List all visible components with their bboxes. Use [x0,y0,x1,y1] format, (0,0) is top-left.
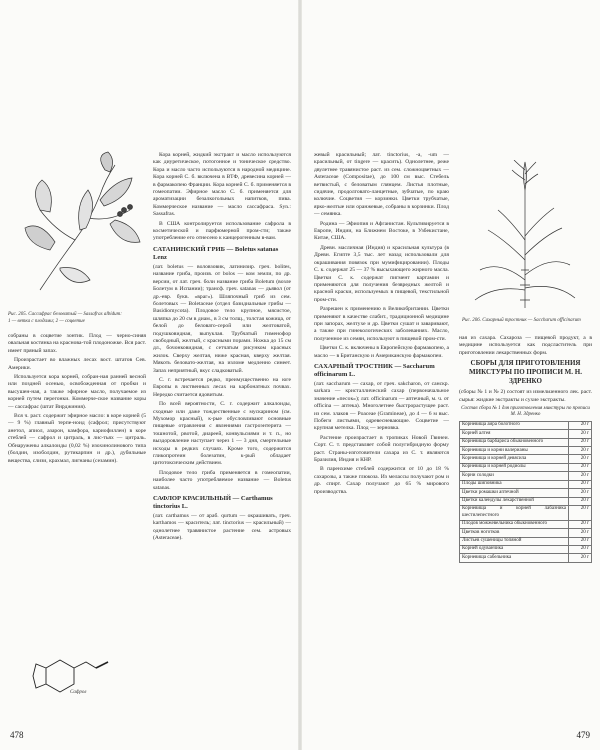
table-row [460,537,592,545]
table-row [460,438,592,446]
table-cell-amount: 20 г [569,505,592,520]
table-row [460,480,592,488]
table-cell-name: Корней одуванчика [460,545,569,553]
table-row [460,529,592,537]
safrole-caption: Сафрол [70,690,87,695]
paragraph: Плодовое тело гриба применяется в гомеопатии, наиболее часто употребляемое название — Boletus satanas. [153,469,291,491]
table-row [460,421,592,429]
table-cell-amount: 20 г [569,430,592,438]
table-cell-amount: 20 г [569,554,592,562]
paragraph: Кора корней, жидкий экстракт и масло используются как диуретическое, потогонное и тоническое средство. Кора и масло часто используются в народной медицине. Кора корней С. б. включена в ВТФ, древесина корней — в фармакопею Франции. Кора корней С. б. применяется в гомеопатии. Эфирное масло С. б. применяется для ароматизации безалкогольных напитков, пива. Коммерческое название — масло сассафраса. Syn.: Sassafras. [153,152,291,218]
paragraph: (сборы № 1 и № 2) состоят из измельченного лек. раст. сырья: жидкие экстракты и сухие экстракты. [459,389,592,403]
paragraph: ная из сахара. Сахароза — пищевой продукт, а в медицине используется как подсластитель при приготовлении лекарственных форм. [459,335,592,356]
paragraph: С. г. встречается редко, преимущественно на юге Европы в лиственных лесах на карбонатных почвах. Нередко считается ядовитым. [153,376,291,398]
entry-heading-sugarcane: САХАРНЫЙ ТРОСТНИК — Saccharum officinarum L. [314,362,435,378]
table-row [460,430,592,438]
table-row [460,545,592,553]
figure-sassafras [20,150,145,300]
table-cell-amount: 20 г [569,421,592,429]
table-row [460,455,592,463]
table-cell-amount: 20 г [569,455,592,463]
paragraph: Растение произрастает в тропиках Новой Гвинеи. Сорт. С. т. представляет собой полугибридную форму раст. Страны-изготовители сахара из С. т. являются Бразилия, Индия и КНР. [314,434,449,464]
paragraph: Вся ч. раст. содержит эфирное масло: в коре корней (5 — 9 %) главный терпе-ноид (сафрол; присутствуют анетол, апиол, азарон, камфора, кариофиллен) в коре стеблей — сафрол и цитраль, в лис-тьях — цитраль. Обнаружены алкалоиды (0,02 %) изохинолинового типа (болдин, изоболдин, рутикарпин и др.), дубильные вещества, слизи, крахмал, лигнаны (сезамин). [8,413,146,464]
table-cell-amount: 20 г [569,520,592,528]
table-cell-amount: 20 г [569,438,592,446]
table-cell-name: Корневища и корней родиолы [460,463,569,471]
table-row [460,520,592,528]
table-cell-name: Корневища и корней лабазника шестилепестного [460,505,569,520]
paragraph: По всей вероятности, С. г. содержит алкалоиды, сходные или даже тождественные с мускарином (см. Мухомор красный), к-рые обусловливают основные пищевые отравления с явлениями гастроэнтерита — тошнотой, рвотой, диареей, конвульсиями и т. п., но выздоровление наступает через 1 — 3 дня, смертельные исходы в редких случаях. Кроме того, содержится гликопротеин болезатин, к-рый обладает цитотоксическим действием. [153,401,291,467]
mixture-table [459,421,592,563]
figure-205-caption-parts: 1 — ветка с плодами; 2 — соцветие [8,318,85,324]
left-page [0,0,298,750]
paragraph: (лат. carthamus — от араб. qurtum — окрашивать, греч. karthamos — краситель; лат. tinctorius — красильный) — однолетнее травянистое растение сем. астровых (Asteraceae). [153,513,291,542]
left-page-column-1 [8,333,146,648]
table-row [460,447,592,455]
paragraph: (лат. saccharum — сахар, от греч. sakcharon, от санскр. sarkara — кристаллический сахар (первоначальное значение «песок»); лат. officinarum — аптечный, м. ч. от officina — аптека). Многолетнее быстрорастущее раст. из сем. злаков — Poaceae (Gramineae), до 4 — 6 м выс. Побеги листьями, одревесневающие. Соцветие — крупная метелка. Плод — зерновка. [314,380,449,432]
table-cell-name: Корневища барбариса обыкновенного [460,438,569,446]
paragraph: Используется кора корней, собран-ная ранней весной или поздней осенью, освобожденная от пробки и высушен-ная, а также эфирное масло, получаемое из корней путем перегонки. Коммерче-ское название коры — сассафрас (штат Вирджиния). [8,374,146,410]
table-cell-name: Плоды шиповника [460,480,569,488]
figure-205-caption-title: Рис. 205. Сассафрас беловатый — Sassafras albidum: [8,312,122,317]
table-cell-amount: 20 г [569,545,592,553]
table-cell-amount: 20 г [569,463,592,471]
page-number-right: 479 [576,730,590,740]
table-cell-amount: 20 г [569,480,592,488]
paragraph: Родина — Эфиопия и Афганистан. Культивируется в Европе, Индии, на Ближнем Востоке, в Узбекистане, Китае, США. [314,220,449,242]
entry-heading-satan: САТАНИНСКИЙ ГРИБ — Boletus satanas Lenz [153,245,279,261]
paragraph: Цветки С. к. включены в Европейскую фармакопею, а масло — в Британскую и Американскую фармакопеи. [314,345,449,359]
table-row [460,497,592,505]
table-row [460,505,592,520]
table-cell-name: Цветков ноготков [460,529,569,537]
table-cell-name: Цветки календулы лекарственной [460,497,569,505]
table-cell-name: Листьев сушеницы топяной [460,537,569,545]
entry-heading-collections: СБОРЫ ДЛЯ ПРИГОТОВЛЕНИЯ МИКСТУРЫ ПО ПРОПИСИ М. Н. ЗДРЕНКО [469,359,582,386]
table-cell-name: Корни солодки [460,472,569,480]
paragraph: Разрешен к применению в Великобритании. Цветки применяют в качестве слабит., традиционной медицине при запорах, желтухе и др. Цветки сушат и заваривают, а также при гинекологических заболеваниях. Масло, полученное из семян, используют в пищевой пром-сти. [314,306,449,342]
table-row [460,554,592,562]
right-page [302,0,600,750]
paragraph: (лат. boletus — воловзовик, латинизир. греч. bolites, название гриба, произв. от bolos — ком земли, по др. версии, от лат. греч. боли название гриба Boletum (возле Болетум в Испании); трансф. греч. satanas — дьявол (от др.-евр. букв. «враг»). Шляпочный гриб из сем. болетовых — Boletaceae (отдел базидиальные грибы — Basidiomycota). Плодовое тело крупное, мясистое, шляпка до 20 см в диам., в 3 см толщ., толстая кожица, от белой до беловато-серой или желтоватой, подушковидная, выпуклая. Трубчатый гименофор свободный, желтый, с красными порами. Ножка до 15 см дл., бочонковидная, с сетчатым рисунком красных жилок. Сверху желтая, ниже красная, кверху желтая. Мякоть беловато-желтая, на изломе медленно синеет. Запах неприятный, вкус сладковатый. [153,263,291,374]
page-number-left: 478 [10,730,24,740]
table-cell-name: Корневища сабельника [460,554,569,562]
table-row [460,463,592,471]
paragraph: В паренхиме стеблей содержится от 10 до 18 % сахарозы, а также глюкоза. Из мелассы получают ром и др. спирт. Сахар получают до 65 % мирового производства. [314,466,449,495]
table-cell-name: Корней алтея [460,430,569,438]
table-row [460,489,592,497]
table-cell-amount: 20 г [569,497,592,505]
table-row [460,472,592,480]
table-cell-amount: 20 г [569,472,592,480]
figure-206-caption: Рис. 206. Сахарный тростник — Saccharum officinarum [462,318,581,323]
table-cell-amount: 20 г [569,447,592,455]
left-page-column-2 [153,152,291,712]
paragraph: Произрастает во влажных лесах вост. штатов Сев. Америки. [8,357,146,371]
paragraph: В США контролируется использование сафрола в косметической и парфюмерной пром-сти; также употребление его отнесено к канцерогенным в-вам. [153,220,291,242]
paragraph: жевый красильный; лат. tinctorius, -a, -um — красильный, от tingere — красить). Однолетнее, реже двулетнее травянистое раст. из сем. сложноцветных — Asteraceae (Compositae), до 100 см выс. Стебель ветвистый, с беловатым глянцем. Листья плотные, сидячие, продолговато-ланцетные, зубчатые, по краю колючие. Соцветия — корзинки. Цветки трубчатые, ярко-желтые или оранжевые, собраны в корзинки. Плод — семянка. [314,152,449,218]
table-cell-amount: 20 г [569,537,592,545]
right-page-column-1 [314,152,449,712]
paragraph: Древн. масличная (Индия) и красильная культура (в Древн. Египте 3,5 тыс. лет назад использовали для окрашивания повязок при мумифицировании). Плоды С. к. содержат 25 — 37 % высыхающего жирного масла. Цветки С. к. содержат пигмент картамин и применяются для получения безвредных желтой и красной краски, используемых в пищевой, текстильной пром-сти. [314,244,449,303]
table-cell-name: Цветки ромашки аптечной [460,489,569,497]
figure-sugarcane [470,160,580,310]
table-cell-name: Корневища аира болотного [460,421,569,429]
table-cell-amount: 20 г [569,529,592,537]
table-cell-name: Плодов можжевельника обыкновенного [460,520,569,528]
table-title: Состав сбора № 1 для приготовления микстуры по прописи М. Н. Здренко [461,406,590,418]
figure-205-caption [8,312,150,325]
table-cell-amount: 20 г [569,489,592,497]
paragraph: собраны в соцветие зонтик. Плод — черно-синяя овальная костянка на краснова-той плодоножке. Вся раст. имеет пряный запах. [8,333,146,354]
table-cell-name: Корневища и корней девясила [460,455,569,463]
entry-heading-safflower: САФЛОР КРАСИЛЬНЫЙ — Carthamus tinctorius L. [153,495,273,511]
table-cell-name: Корневища и корни валерианы [460,447,569,455]
right-page-column-2 [459,335,592,715]
